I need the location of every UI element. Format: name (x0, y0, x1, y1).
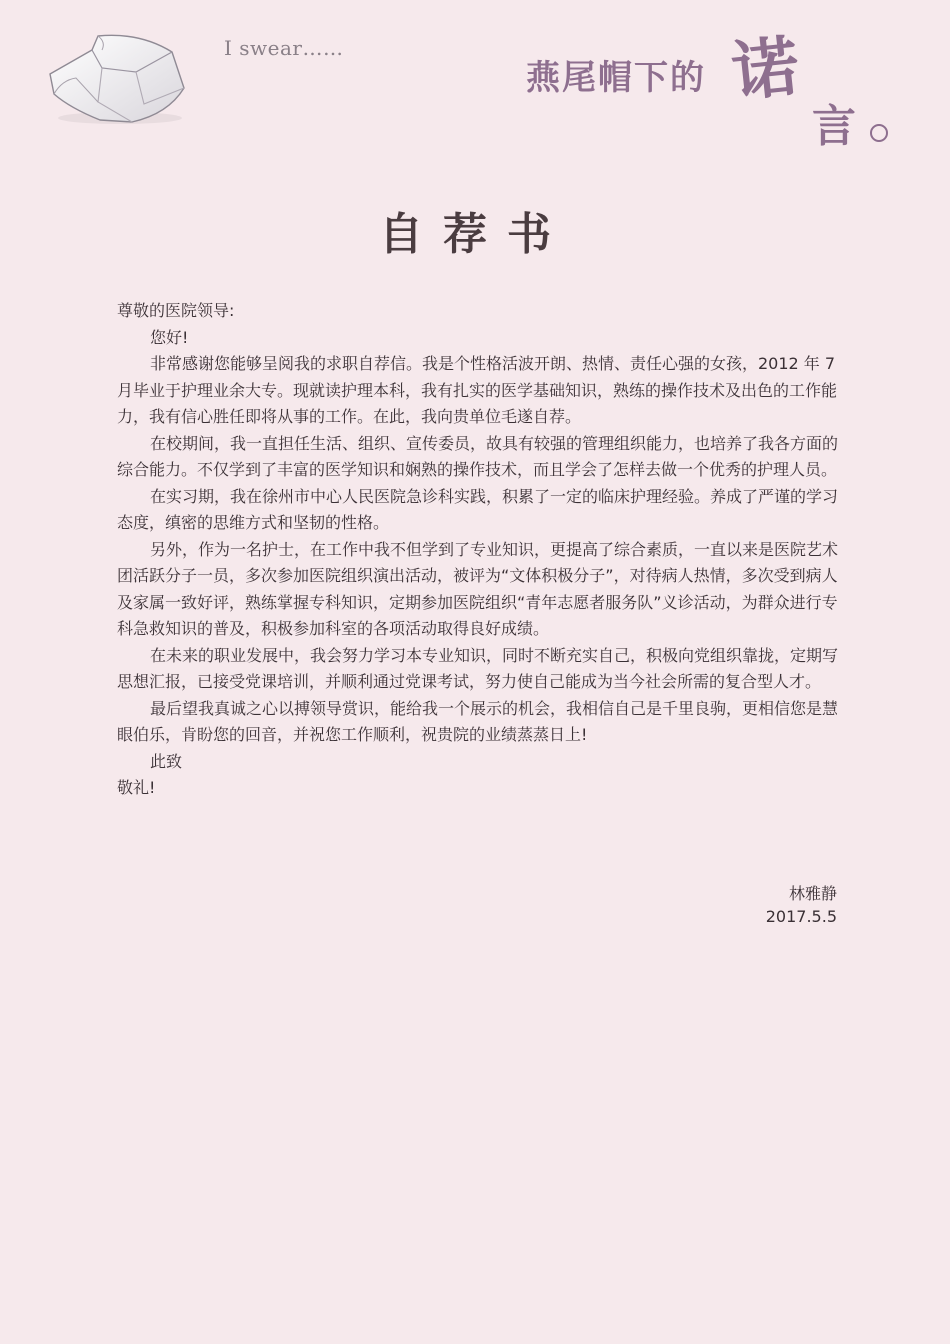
body-paragraph: 在校期间，我一直担任生活、组织、宣传委员，故具有较强的管理组织能力，也培养了我各方面的综合能力。不仅学到了丰富的医学知识和娴熟的操作技术，而且学会了怎样去做一个优秀的护理人员。 (117, 433, 839, 479)
body-paragraph: 在实习期，我在徐州市中心人民医院急诊科实践，积累了一定的临床护理经验。养成了严谨的学习态度，缜密的思维方式和坚韧的性格。 (117, 486, 839, 532)
nurse-cap-icon (40, 28, 190, 128)
brand-logo (526, 20, 906, 150)
letter-body (117, 298, 847, 802)
brand-dot-icon (870, 124, 888, 142)
closing-salute: 敬礼! (117, 778, 156, 797)
body-paragraph: 在未来的职业发展中，我会努力学习本专业知识，同时不断充实自己，积极向党组织靠拢，定期写思想汇报，已接受党课培训，并顺利通过党课考试，努力使自己能成为当今社会所需的复合型人才。 (117, 645, 839, 691)
greeting: 您好! (150, 327, 189, 347)
brand-large-char: 诺 (728, 26, 803, 112)
closing-line: 此致 (150, 751, 183, 771)
brand-large-char-2: 言 (812, 101, 856, 152)
signature-name: 林雅静 (788, 884, 837, 903)
body-paragraph: 最后望我真诚之心以搏领导赏识，能给我一个展示的机会，我相信自己是千里良驹，更相信您是慧眼伯乐，肯盼您的回音，并祝您工作顺利，祝贵院的业绩蒸蒸日上! (117, 698, 839, 744)
page-title: 自荐书 (379, 209, 571, 260)
header-tagline: I swear…… (224, 36, 344, 60)
brand-text: 燕尾帽下的 (526, 58, 706, 98)
body-paragraph: 非常感谢您能够呈阅我的求职自荐信。我是个性格活波开朗、热情、责任心强的女孩，2012 年 7 月毕业于护理业余大专。现就读护理本科，我有扎实的医学基础知识，熟练的操作技术及出色的工作能力，我有信心胜任即将从事的工作。在此，我向贵单位毛遂自荐。 (117, 354, 838, 426)
body-paragraph: 另外，作为一名护士，在工作中我不但学到了专业知识，更提高了综合素质，一直以来是医院艺术团活跃分子一员，多次参加医院组织演出活动，被评为“文体积极分子”，对待病人热情，多次受到病人及家属一致好评，熟练掌握专科知识，定期参加医院组织“青年志愿者服务队”义诊活动，为群众进行专科急救知识的普及，积极参加科室的各项活动取得良好成绩。 (117, 539, 839, 638)
salutation: 尊敬的医院领导: (117, 301, 235, 320)
signature-date: 2017.5.5 (765, 907, 837, 926)
